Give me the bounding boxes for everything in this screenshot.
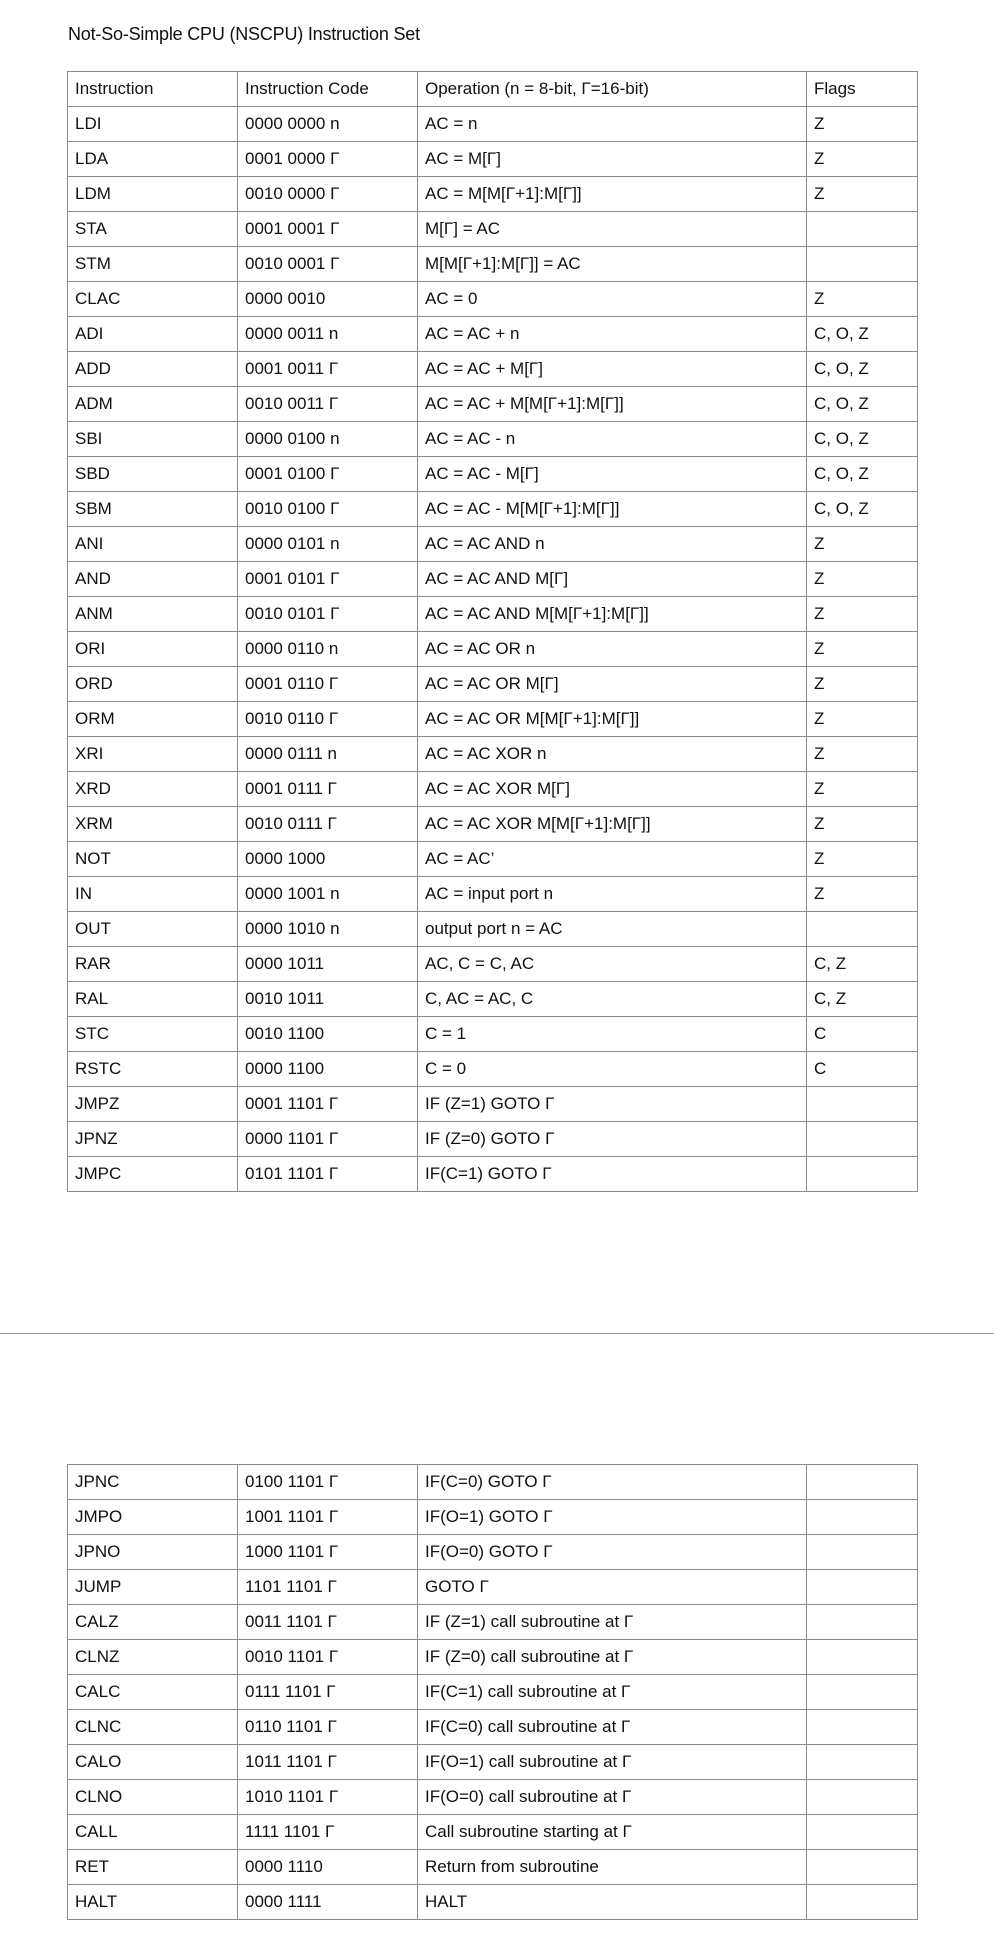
cell-flags: Z: [807, 737, 918, 772]
header-instruction-code: Instruction Code: [238, 72, 418, 107]
cell-instruction-code: 0010 1011: [238, 982, 418, 1017]
table-row: [68, 667, 918, 702]
cell-instruction: STM: [68, 247, 238, 282]
cell-operation: IF (Z=0) GOTO Γ: [418, 1122, 807, 1157]
cell-instruction: ANM: [68, 597, 238, 632]
cell-instruction: JPNC: [68, 1465, 238, 1500]
cell-operation: AC = AC XOR n: [418, 737, 807, 772]
header-instruction: Instruction: [68, 72, 238, 107]
instruction-table-page-1: [67, 71, 918, 1192]
table-row: [68, 807, 918, 842]
cell-operation: M[M[Γ+1]:M[Γ]] = AC: [418, 247, 807, 282]
table-row: [68, 1535, 918, 1570]
cell-operation: AC = AC AND M[Γ]: [418, 562, 807, 597]
cell-flags: Z: [807, 527, 918, 562]
cell-flags: Z: [807, 702, 918, 737]
cell-instruction-code: 0000 1011: [238, 947, 418, 982]
cell-instruction: CLNZ: [68, 1640, 238, 1675]
cell-instruction-code: 0010 0000 Γ: [238, 177, 418, 212]
cell-instruction: JMPO: [68, 1500, 238, 1535]
cell-operation: AC = AC OR M[M[Γ+1]:M[Γ]]: [418, 702, 807, 737]
cell-instruction-code: 0000 0100 n: [238, 422, 418, 457]
cell-instruction: ORD: [68, 667, 238, 702]
table-row: [68, 562, 918, 597]
cell-instruction: LDI: [68, 107, 238, 142]
cell-instruction-code: 1111 1101 Γ: [238, 1815, 418, 1850]
cell-flags: C, O, Z: [807, 492, 918, 527]
cell-flags: Z: [807, 562, 918, 597]
cell-flags: [807, 1885, 918, 1920]
cell-operation: C = 0: [418, 1052, 807, 1087]
cell-instruction: LDM: [68, 177, 238, 212]
cell-operation: AC = AC XOR M[Γ]: [418, 772, 807, 807]
cell-instruction: NOT: [68, 842, 238, 877]
cell-operation: IF (Z=1) GOTO Γ: [418, 1087, 807, 1122]
header-flags: Flags: [807, 72, 918, 107]
table-row: [68, 1745, 918, 1780]
cell-instruction-code: 0110 1101 Γ: [238, 1710, 418, 1745]
table-row: [68, 772, 918, 807]
cell-operation: AC = AC - M[Γ]: [418, 457, 807, 492]
table-row: [68, 1052, 918, 1087]
cell-instruction-code: 0001 0101 Γ: [238, 562, 418, 597]
cell-operation: IF(C=1) call subroutine at Γ: [418, 1675, 807, 1710]
table-row: [68, 1640, 918, 1675]
table-row: [68, 1122, 918, 1157]
cell-instruction: JMPC: [68, 1157, 238, 1192]
table-row: [68, 1500, 918, 1535]
cell-operation: AC = AC AND n: [418, 527, 807, 562]
cell-instruction: XRD: [68, 772, 238, 807]
cell-operation: AC = AC + M[M[Γ+1]:M[Γ]]: [418, 387, 807, 422]
cell-instruction: RAR: [68, 947, 238, 982]
cell-operation: Return from subroutine: [418, 1850, 807, 1885]
cell-instruction-code: 1101 1101 Γ: [238, 1570, 418, 1605]
cell-instruction-code: 0000 1010 n: [238, 912, 418, 947]
cell-instruction-code: 0001 0111 Γ: [238, 772, 418, 807]
cell-flags: [807, 1087, 918, 1122]
table-row: [68, 212, 918, 247]
cell-instruction: CALZ: [68, 1605, 238, 1640]
table-row: [68, 632, 918, 667]
cell-instruction-code: 0001 0100 Γ: [238, 457, 418, 492]
table-header-row: [68, 72, 918, 107]
cell-operation: AC = AC + M[Γ]: [418, 352, 807, 387]
cell-operation: IF(C=0) GOTO Γ: [418, 1465, 807, 1500]
cell-instruction-code: 0000 1001 n: [238, 877, 418, 912]
table-row: [68, 842, 918, 877]
instruction-table-page-2: [67, 1464, 918, 1920]
cell-instruction-code: 0010 0101 Γ: [238, 597, 418, 632]
cell-instruction-code: 0010 1100: [238, 1017, 418, 1052]
cell-flags: C, O, Z: [807, 457, 918, 492]
table-row: [68, 1675, 918, 1710]
cell-operation: C = 1: [418, 1017, 807, 1052]
cell-instruction-code: 0000 1111: [238, 1885, 418, 1920]
cell-flags: C, O, Z: [807, 422, 918, 457]
table-row: [68, 1710, 918, 1745]
cell-instruction: ADI: [68, 317, 238, 352]
cell-flags: [807, 1640, 918, 1675]
table-row: [68, 702, 918, 737]
table-row: [68, 877, 918, 912]
table-row: [68, 317, 918, 352]
cell-flags: Z: [807, 177, 918, 212]
cell-operation: IF(O=1) call subroutine at Γ: [418, 1745, 807, 1780]
cell-flags: [807, 1465, 918, 1500]
cell-operation: AC = AC’: [418, 842, 807, 877]
cell-instruction: SBD: [68, 457, 238, 492]
cell-instruction: ORI: [68, 632, 238, 667]
cell-instruction-code: 0000 0000 n: [238, 107, 418, 142]
cell-flags: Z: [807, 842, 918, 877]
cell-instruction-code: 0001 0110 Γ: [238, 667, 418, 702]
cell-instruction-code: 0100 1101 Γ: [238, 1465, 418, 1500]
cell-instruction: IN: [68, 877, 238, 912]
cell-flags: [807, 912, 918, 947]
cell-flags: C, O, Z: [807, 387, 918, 422]
cell-instruction-code: 0000 0111 n: [238, 737, 418, 772]
cell-instruction: SBI: [68, 422, 238, 457]
cell-instruction-code: 0001 0000 Γ: [238, 142, 418, 177]
cell-instruction: JMPZ: [68, 1087, 238, 1122]
cell-instruction-code: 0001 1101 Γ: [238, 1087, 418, 1122]
cell-instruction: STA: [68, 212, 238, 247]
cell-flags: [807, 1850, 918, 1885]
table-row: [68, 1605, 918, 1640]
cell-flags: [807, 1157, 918, 1192]
cell-flags: Z: [807, 632, 918, 667]
table-row: [68, 352, 918, 387]
cell-instruction: OUT: [68, 912, 238, 947]
cell-instruction-code: 0001 0011 Γ: [238, 352, 418, 387]
cell-operation: AC = AC AND M[M[Γ+1]:M[Γ]]: [418, 597, 807, 632]
cell-instruction-code: 0000 0011 n: [238, 317, 418, 352]
table-row: [68, 1815, 918, 1850]
cell-flags: C, O, Z: [807, 352, 918, 387]
cell-operation: GOTO Γ: [418, 1570, 807, 1605]
table-row: [68, 492, 918, 527]
table-row: [68, 982, 918, 1017]
cell-flags: [807, 1745, 918, 1780]
cell-operation: AC = M[Γ]: [418, 142, 807, 177]
cell-flags: [807, 247, 918, 282]
table-row: [68, 1780, 918, 1815]
cell-flags: Z: [807, 107, 918, 142]
cell-instruction: SBM: [68, 492, 238, 527]
cell-instruction-code: 0000 0101 n: [238, 527, 418, 562]
cell-flags: C, O, Z: [807, 317, 918, 352]
cell-operation: AC, C = C, AC: [418, 947, 807, 982]
cell-flags: [807, 1500, 918, 1535]
table-row: [68, 1570, 918, 1605]
cell-instruction-code: 0010 0111 Γ: [238, 807, 418, 842]
cell-operation: AC = AC - n: [418, 422, 807, 457]
cell-instruction: CLAC: [68, 282, 238, 317]
cell-operation: AC = AC - M[M[Γ+1]:M[Γ]]: [418, 492, 807, 527]
table-row: [68, 597, 918, 632]
cell-operation: AC = M[M[Γ+1]:M[Γ]]: [418, 177, 807, 212]
cell-instruction: LDA: [68, 142, 238, 177]
cell-instruction: ADD: [68, 352, 238, 387]
cell-flags: Z: [807, 877, 918, 912]
cell-instruction-code: 0010 0100 Γ: [238, 492, 418, 527]
cell-instruction-code: 0000 1000: [238, 842, 418, 877]
cell-instruction-code: 0010 0001 Γ: [238, 247, 418, 282]
cell-instruction: CALL: [68, 1815, 238, 1850]
table-row: [68, 737, 918, 772]
cell-operation: IF(O=0) call subroutine at Γ: [418, 1780, 807, 1815]
table-row: [68, 1850, 918, 1885]
cell-instruction: CALO: [68, 1745, 238, 1780]
cell-operation: AC = AC OR n: [418, 632, 807, 667]
cell-instruction: STC: [68, 1017, 238, 1052]
cell-instruction: AND: [68, 562, 238, 597]
table-row: [68, 527, 918, 562]
cell-instruction: ORM: [68, 702, 238, 737]
cell-instruction-code: 0011 1101 Γ: [238, 1605, 418, 1640]
cell-instruction-code: 0000 0110 n: [238, 632, 418, 667]
cell-operation: HALT: [418, 1885, 807, 1920]
header-operation: Operation (n = 8-bit, Γ=16-bit): [418, 72, 807, 107]
cell-flags: C, Z: [807, 947, 918, 982]
cell-instruction: RET: [68, 1850, 238, 1885]
cell-flags: [807, 1780, 918, 1815]
cell-instruction: ANI: [68, 527, 238, 562]
cell-flags: C, Z: [807, 982, 918, 1017]
cell-instruction-code: 1010 1101 Γ: [238, 1780, 418, 1815]
cell-instruction-code: 0010 1101 Γ: [238, 1640, 418, 1675]
cell-flags: [807, 1815, 918, 1850]
table-row: [68, 142, 918, 177]
cell-operation: IF(C=1) GOTO Γ: [418, 1157, 807, 1192]
cell-instruction-code: 0101 1101 Γ: [238, 1157, 418, 1192]
cell-instruction: JPNZ: [68, 1122, 238, 1157]
cell-flags: [807, 1605, 918, 1640]
cell-operation: AC = AC XOR M[M[Γ+1]:M[Γ]]: [418, 807, 807, 842]
cell-flags: [807, 1675, 918, 1710]
table-row: [68, 947, 918, 982]
table-row: [68, 107, 918, 142]
table-row: [68, 177, 918, 212]
table-row: [68, 457, 918, 492]
cell-flags: Z: [807, 772, 918, 807]
cell-instruction: HALT: [68, 1885, 238, 1920]
table-row: [68, 1017, 918, 1052]
cell-operation: IF(C=0) call subroutine at Γ: [418, 1710, 807, 1745]
cell-instruction-code: 0111 1101 Γ: [238, 1675, 418, 1710]
cell-operation: AC = AC + n: [418, 317, 807, 352]
cell-instruction-code: 0000 1100: [238, 1052, 418, 1087]
cell-instruction: CALC: [68, 1675, 238, 1710]
cell-instruction: XRM: [68, 807, 238, 842]
cell-flags: Z: [807, 597, 918, 632]
cell-flags: Z: [807, 667, 918, 702]
cell-operation: IF(O=1) GOTO Γ: [418, 1500, 807, 1535]
table-row: [68, 247, 918, 282]
cell-instruction: CLNO: [68, 1780, 238, 1815]
cell-instruction-code: 0001 0001 Γ: [238, 212, 418, 247]
cell-operation: C, AC = AC, C: [418, 982, 807, 1017]
cell-operation: AC = n: [418, 107, 807, 142]
cell-operation: AC = input port n: [418, 877, 807, 912]
cell-instruction: CLNC: [68, 1710, 238, 1745]
cell-operation: AC = 0: [418, 282, 807, 317]
cell-operation: IF (Z=0) call subroutine at Γ: [418, 1640, 807, 1675]
cell-flags: Z: [807, 142, 918, 177]
cell-instruction: RSTC: [68, 1052, 238, 1087]
cell-operation: Call subroutine starting at Γ: [418, 1815, 807, 1850]
table-row: [68, 1087, 918, 1122]
cell-flags: [807, 1122, 918, 1157]
cell-operation: output port n = AC: [418, 912, 807, 947]
table-row: [68, 422, 918, 457]
cell-instruction-code: 1011 1101 Γ: [238, 1745, 418, 1780]
cell-instruction-code: 1000 1101 Γ: [238, 1535, 418, 1570]
cell-flags: Z: [807, 282, 918, 317]
cell-instruction-code: 1001 1101 Γ: [238, 1500, 418, 1535]
cell-instruction-code: 0010 0110 Γ: [238, 702, 418, 737]
cell-instruction-code: 0000 1101 Γ: [238, 1122, 418, 1157]
cell-operation: IF(O=0) GOTO Γ: [418, 1535, 807, 1570]
cell-flags: C: [807, 1017, 918, 1052]
cell-flags: [807, 1710, 918, 1745]
cell-flags: [807, 212, 918, 247]
table-row: [68, 1465, 918, 1500]
cell-operation: IF (Z=1) call subroutine at Γ: [418, 1605, 807, 1640]
cell-flags: [807, 1570, 918, 1605]
page-title: Not-So-Simple CPU (NSCPU) Instruction Set: [68, 24, 420, 44]
cell-instruction: JPNO: [68, 1535, 238, 1570]
page-break-divider: [0, 1333, 994, 1334]
cell-flags: [807, 1535, 918, 1570]
cell-instruction-code: 0000 1110: [238, 1850, 418, 1885]
cell-instruction: XRI: [68, 737, 238, 772]
cell-instruction-code: 0010 0011 Γ: [238, 387, 418, 422]
cell-instruction: RAL: [68, 982, 238, 1017]
cell-flags: C: [807, 1052, 918, 1087]
cell-operation: M[Γ] = AC: [418, 212, 807, 247]
table-row: [68, 282, 918, 317]
cell-instruction: ADM: [68, 387, 238, 422]
cell-instruction-code: 0000 0010: [238, 282, 418, 317]
cell-operation: AC = AC OR M[Γ]: [418, 667, 807, 702]
table-row: [68, 387, 918, 422]
cell-flags: Z: [807, 807, 918, 842]
table-row: [68, 1157, 918, 1192]
table-row: [68, 1885, 918, 1920]
table-row: [68, 912, 918, 947]
cell-instruction: JUMP: [68, 1570, 238, 1605]
